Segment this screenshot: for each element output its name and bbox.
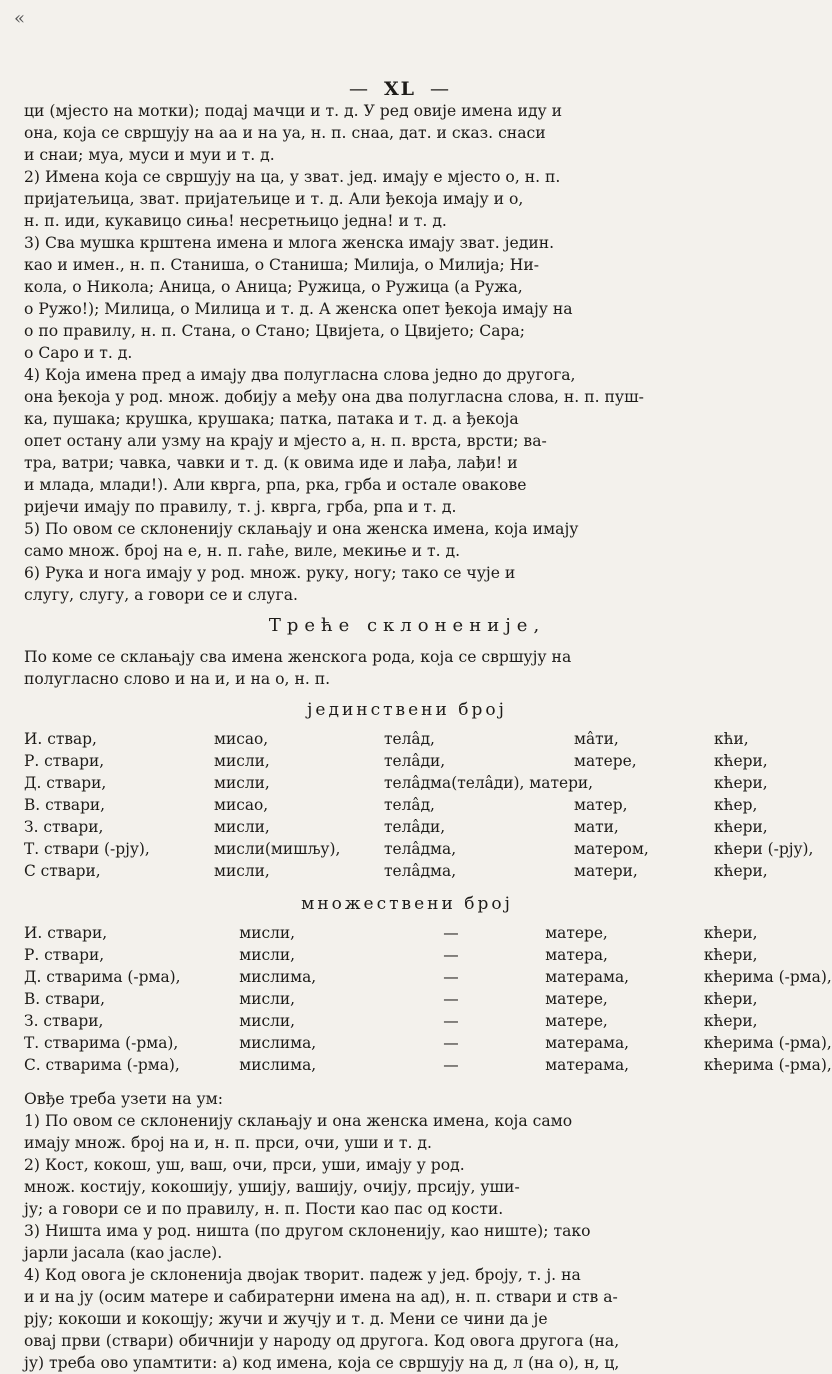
table-cell: С. стварима (-рма), [24, 1056, 180, 1074]
plural-title: множествени број [301, 894, 513, 914]
text-line: Овђе треба узети на ум: [24, 1090, 224, 1108]
table-cell: матери, [574, 862, 638, 880]
table-cell: кћерима (-рма), [703, 1056, 832, 1074]
table-row [24, 1012, 790, 1034]
table-cell: — [443, 968, 459, 986]
table-cell: тела̂ди, [384, 818, 446, 836]
table-cell: матере, [545, 1012, 608, 1030]
singular-title: јединствени број [307, 700, 507, 720]
text-line: полугласно слово и на и, и на о, н. п. [24, 670, 331, 688]
text-line: она, која се свршују на аа и на уа, н. п. снаа, дат. и сказ. снаси [24, 124, 546, 142]
table-cell: тела̂ди, [384, 752, 446, 770]
table-cell: ма̂ти, [574, 730, 619, 748]
table-cell: тела̂дма(тела̂ди), матери, [384, 774, 594, 792]
text-line: и млада, млади!). Али кврга, рпа, рка, грба и остале овакове [24, 476, 527, 494]
table-cell: мисао, [214, 796, 269, 814]
text-line: само множ. број на е, н. п. гаће, виле, мекиње и т. д. [24, 542, 461, 560]
text-line: пријатељица, зват. пријатељице и т. д. Али ђекоја имају и о, [24, 190, 524, 208]
table-cell: тела̂д, [384, 730, 435, 748]
table-cell: мислима, [239, 1056, 317, 1074]
table-row [24, 1034, 790, 1056]
table-cell: Д. стварима (-рма), [24, 968, 181, 986]
table-cell: — [443, 1034, 459, 1052]
table-cell: мисли, [214, 774, 270, 792]
table-cell: В. ствари, [24, 990, 106, 1008]
text-line: 2) Кост, кокош, уш, ваш, очи, прси, уши, имају у род. [24, 1156, 465, 1174]
table-row [24, 990, 790, 1012]
table-row [24, 946, 790, 968]
table-cell: С ствари, [24, 862, 101, 880]
table-cell: кћери, [703, 946, 758, 964]
text-line: 6) Рука и нога имају у род. множ. руку, ногу; тако се чује и [24, 564, 516, 582]
table-cell: кћерима (-рма), [703, 968, 832, 986]
text-line: опет остану али узму на крају и мјесто а, н. п. врста, врсти; ва- [24, 432, 547, 450]
table-cell: З. ствари, [24, 1012, 104, 1030]
table-cell: — [443, 1012, 459, 1030]
table-cell: В. ствари, [24, 796, 106, 814]
page-body [24, 100, 832, 1374]
text-line: о Ружо!); Милица, о Милица и т. д. А женска опет ђекоја имају на [24, 300, 573, 318]
table-cell: Д. ствари, [24, 774, 107, 792]
table-cell: тела̂д, [384, 796, 435, 814]
table-row [24, 818, 790, 840]
table-cell: кћерима (-рма), [703, 1034, 832, 1052]
table-cell: мисли, [239, 990, 296, 1008]
text-line: о Саро и т. д. [24, 344, 133, 362]
table-cell: Р. ствари, [24, 752, 105, 770]
text-line: о по правилу, н. п. Стана, о Стано; Цвијета, о Цвијето; Сара; [24, 322, 526, 340]
text-line: По коме се склањају сва имена женскога рода, која се свршују на [24, 648, 572, 666]
table-cell: кћери, [703, 1012, 758, 1030]
table-cell: кћери, [714, 752, 768, 770]
table-cell: — [443, 924, 459, 942]
text-line: и снаи; муа, муси и муи и т. д. [24, 146, 275, 164]
table-row [24, 774, 790, 796]
table-cell: мисли, [214, 818, 270, 836]
section-intro [24, 646, 790, 690]
table-cell: Т. стварима (-рма), [24, 1034, 179, 1052]
table-cell: мисли, [239, 1012, 296, 1030]
table-cell: И. ствари, [24, 924, 108, 942]
text-line: она ђекоја у род. множ. добију а међу она два полугласна слова, н. п. пуш- [24, 388, 644, 406]
table-cell: кћери, [714, 774, 768, 792]
table-cell: кћери, [714, 862, 768, 880]
text-line: 5) По овом се склоненију склањају и она женска имена, која имају [24, 520, 579, 538]
corner-mark: « [14, 8, 26, 29]
table-cell: мисли(мишљу), [214, 840, 341, 858]
text-line: ју; а говори се и по правилу, н. п. Пости као пас од кости. [24, 1200, 504, 1218]
table-cell: кћер, [714, 796, 758, 814]
table-cell: И. ствар, [24, 730, 97, 748]
table-row [24, 730, 790, 752]
text-line: ју) треба ово упамтити: а) код имена, која се свршују на д, л (на о), н, ц, [24, 1354, 620, 1372]
table-cell: мисли, [239, 924, 296, 942]
table-cell: — [443, 1056, 459, 1074]
text-line: слугу, слугу, а говори се и слуга. [24, 586, 298, 604]
text-line: 4) Код овога је склоненија двојак творит. падеж у јед. броју, т. ј. на [24, 1266, 581, 1284]
table-row [24, 1056, 790, 1078]
table-cell: мислима, [239, 1034, 317, 1052]
text-line: ријечи имају по правилу, т. ј. кврга, грба, рпа и т. д. [24, 498, 457, 516]
table-row [24, 796, 790, 818]
text-line: 3) Ништа има у род. ништа (по другом склоненију, као ниште); тако [24, 1222, 591, 1240]
table-cell: кћери, [703, 990, 758, 1008]
table-cell: мислима, [239, 968, 317, 986]
table-cell: матере, [545, 990, 608, 1008]
table-row [24, 862, 790, 884]
text-line: 3) Сва мушка крштена имена и млога женска имају зват. једин. [24, 234, 555, 252]
table-cell: матерама, [545, 1034, 630, 1052]
table-cell: матером, [574, 840, 649, 858]
text-line: као и имен., н. п. Станиша, о Станиша; Милија, о Милија; Ни- [24, 256, 540, 274]
text-line: 1) По овом се склоненију склањају и она женска имена, која само [24, 1112, 573, 1130]
text-line: множ. костију, кокошију, ушију, вашију, очију, прсију, уши- [24, 1178, 520, 1196]
table-cell: тела̂дма, [384, 840, 457, 858]
table-cell: Т. ствари (-рју), [24, 840, 150, 858]
text-line: рју; кокоши и кокошју; жучи и жучју и т. д. Мени се чини да је [24, 1310, 548, 1328]
table-row [24, 752, 790, 774]
text-line: и и на ју (осим матере и сабиратерни имена на ад), н. п. ствари и ств а- [24, 1288, 618, 1306]
table-cell: Р. ствари, [24, 946, 105, 964]
text-line: тра, ватри; чавка, чавки и т. д. (к овима иде и лађа, лађи! и [24, 454, 518, 472]
table-cell: кћери, [714, 818, 768, 836]
text-line: ка, пушака; крушка, крушака; патка, патака и т. д. а ђекоја [24, 410, 519, 428]
text-line: н. п. иди, кукавицо сињa! несретњицо једна! и т. д. [24, 212, 447, 230]
table-cell: кћери (-рју), [714, 840, 814, 858]
text-line: ци (мјесто на мотки); подај мачци и т. д. У ред овије имена иду и [24, 102, 563, 120]
text-line: 2) Имена која се свршују на ца, у зват. јед. имају е мјесто о, н. п. [24, 168, 561, 186]
table-cell: кћи, [714, 730, 749, 748]
text-line: овај први (ствари) обичнији у народу од другога. Код овога другога (на, [24, 1332, 620, 1350]
intro-paragraph [24, 100, 790, 166]
table-cell [574, 774, 714, 796]
singular-table [24, 730, 814, 884]
rules-section [24, 166, 790, 606]
text-line: имају множ. број на и, н. п. прси, очи, уши и т. д. [24, 1134, 432, 1152]
table-cell: мати, [574, 818, 619, 836]
page-number: — XL — [348, 78, 452, 100]
table-cell: мисли, [214, 862, 270, 880]
table-cell: мисли, [214, 752, 270, 770]
table-cell: матера, [545, 946, 608, 964]
table-cell: матере, [574, 752, 637, 770]
table-cell: З. ствари, [24, 818, 104, 836]
table-cell: — [443, 990, 459, 1008]
section-heading: Треће склоненије, [268, 615, 546, 636]
table-cell: матере, [545, 924, 608, 942]
table-row [24, 924, 790, 946]
table-cell: мисао, [214, 730, 269, 748]
table-cell: матерама, [545, 1056, 630, 1074]
table-row [24, 840, 790, 862]
text-line: 4) Која имена пред а имају два полугласна слова једно до другога, [24, 366, 576, 384]
table-cell: мисли, [239, 946, 296, 964]
table-cell: матер, [574, 796, 628, 814]
text-line: кола, о Никола; Аница, о Аница; Ружица, о Ружица (а Ружа, [24, 278, 523, 296]
table-cell: кћери, [703, 924, 758, 942]
table-row [24, 968, 790, 990]
notes-section [24, 1088, 790, 1374]
plural-table [24, 924, 832, 1078]
table-cell: — [443, 946, 459, 964]
table-cell: матерама, [545, 968, 630, 986]
text-line: јарли јасала (као јасле). [24, 1244, 223, 1262]
table-cell: тела̂дма, [384, 862, 457, 880]
